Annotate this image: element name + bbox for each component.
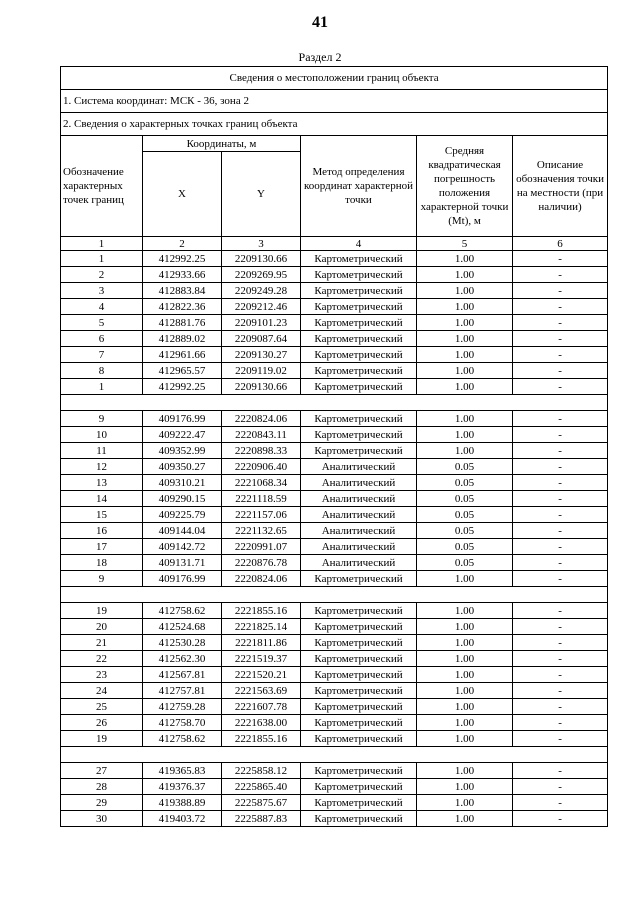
description-cell: - (513, 267, 608, 283)
header-description: Описание обозначения точки на местности (при наличии) (513, 136, 608, 237)
method-cell: Картометрический (301, 635, 417, 651)
empty-cell (222, 587, 301, 603)
method-cell: Картометрический (301, 699, 417, 715)
description-cell: - (513, 651, 608, 667)
table-row (61, 283, 608, 299)
point-id-cell: 6 (61, 331, 143, 347)
error-cell: 1.00 (417, 731, 513, 747)
point-id-cell: 21 (61, 635, 143, 651)
boundary-points-table (60, 66, 608, 827)
point-id-cell: 12 (61, 459, 143, 475)
error-cell: 1.00 (417, 763, 513, 779)
coord-y-cell: 2209130.66 (222, 251, 301, 267)
description-cell: - (513, 715, 608, 731)
method-cell: Картометрический (301, 811, 417, 827)
coord-y-cell: 2209212.46 (222, 299, 301, 315)
table-row (61, 763, 608, 779)
method-cell: Аналитический (301, 555, 417, 571)
coord-y-cell: 2221825.14 (222, 619, 301, 635)
coord-x-cell: 412567.81 (143, 667, 222, 683)
coord-x-cell: 412822.36 (143, 299, 222, 315)
points-section-title: 2. Сведения о характерных точках границ объекта (61, 113, 608, 136)
empty-cell (143, 747, 222, 763)
coord-y-cell: 2221157.06 (222, 507, 301, 523)
table-row (61, 363, 608, 379)
method-cell: Картометрический (301, 795, 417, 811)
description-cell: - (513, 571, 608, 587)
method-cell: Картометрический (301, 363, 417, 379)
coord-y-cell: 2209249.28 (222, 283, 301, 299)
table-row (61, 555, 608, 571)
empty-cell (222, 747, 301, 763)
point-id-cell: 10 (61, 427, 143, 443)
col-number: 4 (301, 237, 417, 251)
coord-y-cell: 2221132.65 (222, 523, 301, 539)
table-row (61, 299, 608, 315)
method-cell: Картометрический (301, 603, 417, 619)
empty-cell (417, 587, 513, 603)
coord-y-cell: 2220898.33 (222, 443, 301, 459)
error-cell: 0.05 (417, 491, 513, 507)
method-cell: Картометрический (301, 427, 417, 443)
description-cell: - (513, 603, 608, 619)
coord-y-cell: 2209269.95 (222, 267, 301, 283)
coord-x-cell: 412883.84 (143, 283, 222, 299)
point-id-cell: 28 (61, 779, 143, 795)
method-cell: Картометрический (301, 379, 417, 395)
coord-y-cell: 2209130.27 (222, 347, 301, 363)
coord-y-cell: 2221520.21 (222, 667, 301, 683)
point-id-cell: 1 (61, 379, 143, 395)
method-cell: Аналитический (301, 491, 417, 507)
coord-y-cell: 2220824.06 (222, 571, 301, 587)
method-cell: Аналитический (301, 523, 417, 539)
table-row (61, 443, 608, 459)
description-cell: - (513, 347, 608, 363)
point-id-cell: 16 (61, 523, 143, 539)
method-cell: Картометрический (301, 347, 417, 363)
table-row (61, 507, 608, 523)
table-row (61, 731, 608, 747)
col-number: 3 (222, 237, 301, 251)
coord-x-cell: 409144.04 (143, 523, 222, 539)
method-cell: Картометрический (301, 411, 417, 427)
point-id-cell: 30 (61, 811, 143, 827)
coord-x-cell: 412881.76 (143, 315, 222, 331)
error-cell: 1.00 (417, 251, 513, 267)
coord-x-cell: 409176.99 (143, 571, 222, 587)
table-row (61, 779, 608, 795)
description-cell: - (513, 331, 608, 347)
description-cell: - (513, 475, 608, 491)
description-cell: - (513, 427, 608, 443)
description-cell: - (513, 443, 608, 459)
description-cell: - (513, 555, 608, 571)
point-id-cell: 14 (61, 491, 143, 507)
error-cell: 1.00 (417, 315, 513, 331)
point-id-cell: 27 (61, 763, 143, 779)
table-row (61, 475, 608, 491)
coord-y-cell: 2209130.66 (222, 379, 301, 395)
empty-cell (61, 395, 143, 411)
error-cell: 0.05 (417, 459, 513, 475)
coord-y-cell: 2221068.34 (222, 475, 301, 491)
point-id-cell: 19 (61, 731, 143, 747)
table-row (61, 683, 608, 699)
point-id-cell: 9 (61, 571, 143, 587)
coord-x-cell: 419376.37 (143, 779, 222, 795)
description-cell: - (513, 251, 608, 267)
point-id-cell: 13 (61, 475, 143, 491)
table-row (61, 635, 608, 651)
method-cell: Картометрический (301, 571, 417, 587)
empty-cell (61, 587, 143, 603)
method-cell: Картометрический (301, 763, 417, 779)
point-id-cell: 22 (61, 651, 143, 667)
description-cell: - (513, 315, 608, 331)
coord-x-cell: 409352.99 (143, 443, 222, 459)
error-cell: 1.00 (417, 443, 513, 459)
point-id-cell: 25 (61, 699, 143, 715)
error-cell: 1.00 (417, 667, 513, 683)
empty-cell (143, 587, 222, 603)
coord-x-cell: 419403.72 (143, 811, 222, 827)
coord-x-cell: 412965.57 (143, 363, 222, 379)
error-cell: 1.00 (417, 651, 513, 667)
empty-cell (513, 587, 608, 603)
error-cell: 1.00 (417, 379, 513, 395)
page-number: 41 (312, 14, 328, 31)
error-cell: 1.00 (417, 603, 513, 619)
error-cell: 1.00 (417, 715, 513, 731)
description-cell: - (513, 283, 608, 299)
error-cell: 1.00 (417, 635, 513, 651)
point-id-cell: 9 (61, 411, 143, 427)
empty-cell (61, 747, 143, 763)
error-cell: 1.00 (417, 811, 513, 827)
description-cell: - (513, 379, 608, 395)
coord-y-cell: 2209119.02 (222, 363, 301, 379)
description-cell: - (513, 523, 608, 539)
coord-y-cell: 2220876.78 (222, 555, 301, 571)
point-id-cell: 20 (61, 619, 143, 635)
coord-x-cell: 412758.62 (143, 603, 222, 619)
empty-cell (301, 395, 417, 411)
point-id-cell: 23 (61, 667, 143, 683)
description-cell: - (513, 299, 608, 315)
method-cell: Картометрический (301, 715, 417, 731)
table-row (61, 459, 608, 475)
header-error: Средняя квадратическая погрешность положения характерной точки (Mt), м (417, 136, 513, 237)
method-cell: Аналитический (301, 459, 417, 475)
coord-x-cell: 409225.79 (143, 507, 222, 523)
coord-x-cell: 412530.28 (143, 635, 222, 651)
coord-y-cell: 2209087.64 (222, 331, 301, 347)
error-cell: 1.00 (417, 283, 513, 299)
col-number: 6 (513, 237, 608, 251)
error-cell: 0.05 (417, 523, 513, 539)
method-cell: Картометрический (301, 267, 417, 283)
separator-row (61, 747, 608, 763)
coord-x-cell: 409131.71 (143, 555, 222, 571)
coord-x-cell: 412961.66 (143, 347, 222, 363)
coord-x-cell: 412758.70 (143, 715, 222, 731)
error-cell: 1.00 (417, 267, 513, 283)
coord-y-cell: 2221638.00 (222, 715, 301, 731)
method-cell: Картометрический (301, 251, 417, 267)
description-cell: - (513, 539, 608, 555)
method-cell: Картометрический (301, 443, 417, 459)
description-cell: - (513, 731, 608, 747)
coordinate-system: 1. Система координат: МСК - 36, зона 2 (61, 90, 608, 113)
header-coordinates: Координаты, м (143, 136, 301, 152)
coord-x-cell: 412992.25 (143, 251, 222, 267)
error-cell: 1.00 (417, 619, 513, 635)
point-id-cell: 29 (61, 795, 143, 811)
header-y: Y (222, 152, 301, 237)
empty-cell (513, 395, 608, 411)
table-row (61, 811, 608, 827)
table-row (61, 651, 608, 667)
coord-x-cell: 409222.47 (143, 427, 222, 443)
separator-row (61, 395, 608, 411)
table-row (61, 427, 608, 443)
coord-y-cell: 2221607.78 (222, 699, 301, 715)
coord-y-cell: 2225887.83 (222, 811, 301, 827)
separator-row (61, 587, 608, 603)
empty-cell (417, 395, 513, 411)
method-cell: Аналитический (301, 475, 417, 491)
point-id-cell: 17 (61, 539, 143, 555)
coord-y-cell: 2221519.37 (222, 651, 301, 667)
point-id-cell: 4 (61, 299, 143, 315)
coord-x-cell: 412562.30 (143, 651, 222, 667)
error-cell: 1.00 (417, 299, 513, 315)
method-cell: Картометрический (301, 731, 417, 747)
col-number: 2 (143, 237, 222, 251)
description-cell: - (513, 779, 608, 795)
point-id-cell: 26 (61, 715, 143, 731)
table-row (61, 667, 608, 683)
error-cell: 1.00 (417, 683, 513, 699)
point-id-cell: 11 (61, 443, 143, 459)
coord-x-cell: 409310.21 (143, 475, 222, 491)
error-cell: 1.00 (417, 331, 513, 347)
table-row (61, 411, 608, 427)
coord-y-cell: 2221855.16 (222, 603, 301, 619)
coord-y-cell: 2220906.40 (222, 459, 301, 475)
error-cell: 1.00 (417, 411, 513, 427)
error-cell: 1.00 (417, 363, 513, 379)
description-cell: - (513, 507, 608, 523)
coord-x-cell: 412933.66 (143, 267, 222, 283)
table-row (61, 571, 608, 587)
description-cell: - (513, 763, 608, 779)
point-id-cell: 15 (61, 507, 143, 523)
header-x: X (143, 152, 222, 237)
table-row (61, 715, 608, 731)
coord-y-cell: 2221118.59 (222, 491, 301, 507)
description-cell: - (513, 491, 608, 507)
description-cell: - (513, 363, 608, 379)
coord-x-cell: 419365.83 (143, 763, 222, 779)
coord-y-cell: 2220991.07 (222, 539, 301, 555)
table-row (61, 603, 608, 619)
coord-y-cell: 2209101.23 (222, 315, 301, 331)
coord-y-cell: 2221563.69 (222, 683, 301, 699)
error-cell: 0.05 (417, 507, 513, 523)
error-cell: 1.00 (417, 779, 513, 795)
coord-x-cell: 409142.72 (143, 539, 222, 555)
header-method: Метод определения координат характерной точки (301, 136, 417, 237)
table-row (61, 795, 608, 811)
error-cell: 0.05 (417, 539, 513, 555)
coord-y-cell: 2225865.40 (222, 779, 301, 795)
table-row (61, 251, 608, 267)
method-cell: Картометрический (301, 651, 417, 667)
table-row (61, 315, 608, 331)
coord-y-cell: 2221811.86 (222, 635, 301, 651)
method-cell: Аналитический (301, 507, 417, 523)
error-cell: 0.05 (417, 475, 513, 491)
table-row (61, 379, 608, 395)
section-title: Раздел 2 (298, 50, 342, 64)
table-row (61, 267, 608, 283)
method-cell: Картометрический (301, 299, 417, 315)
point-id-cell: 24 (61, 683, 143, 699)
description-cell: - (513, 795, 608, 811)
coord-y-cell: 2220824.06 (222, 411, 301, 427)
empty-cell (417, 747, 513, 763)
empty-cell (143, 395, 222, 411)
coord-x-cell: 409176.99 (143, 411, 222, 427)
description-cell: - (513, 667, 608, 683)
header-designation: Обозначение характерных точек границ (61, 136, 143, 237)
description-cell: - (513, 459, 608, 475)
coord-y-cell: 2220843.11 (222, 427, 301, 443)
coord-x-cell: 412758.62 (143, 731, 222, 747)
point-id-cell: 8 (61, 363, 143, 379)
coord-y-cell: 2225858.12 (222, 763, 301, 779)
method-cell: Картометрический (301, 331, 417, 347)
description-cell: - (513, 683, 608, 699)
table-row (61, 491, 608, 507)
col-number: 5 (417, 237, 513, 251)
method-cell: Картометрический (301, 283, 417, 299)
coord-x-cell: 412759.28 (143, 699, 222, 715)
point-id-cell: 2 (61, 267, 143, 283)
method-cell: Картометрический (301, 683, 417, 699)
method-cell: Картометрический (301, 619, 417, 635)
empty-cell (301, 747, 417, 763)
column-number-row (61, 237, 608, 251)
coord-x-cell: 412524.68 (143, 619, 222, 635)
table-row (61, 699, 608, 715)
empty-cell (222, 395, 301, 411)
coord-x-cell: 409350.27 (143, 459, 222, 475)
table-row (61, 523, 608, 539)
description-cell: - (513, 619, 608, 635)
error-cell: 1.00 (417, 571, 513, 587)
coord-x-cell: 412992.25 (143, 379, 222, 395)
error-cell: 1.00 (417, 427, 513, 443)
coord-x-cell: 412889.02 (143, 331, 222, 347)
point-id-cell: 1 (61, 251, 143, 267)
table-row (61, 347, 608, 363)
table-row (61, 331, 608, 347)
error-cell: 1.00 (417, 795, 513, 811)
coord-x-cell: 419388.89 (143, 795, 222, 811)
coord-x-cell: 412757.81 (143, 683, 222, 699)
description-cell: - (513, 811, 608, 827)
coord-y-cell: 2225875.67 (222, 795, 301, 811)
point-id-cell: 3 (61, 283, 143, 299)
error-cell: 1.00 (417, 347, 513, 363)
table-title: Сведения о местоположении границ объекта (61, 67, 608, 90)
method-cell: Картометрический (301, 667, 417, 683)
description-cell: - (513, 635, 608, 651)
error-cell: 1.00 (417, 699, 513, 715)
coord-x-cell: 409290.15 (143, 491, 222, 507)
description-cell: - (513, 411, 608, 427)
table-row (61, 539, 608, 555)
method-cell: Аналитический (301, 539, 417, 555)
point-id-cell: 19 (61, 603, 143, 619)
empty-cell (513, 747, 608, 763)
point-id-cell: 7 (61, 347, 143, 363)
col-number: 1 (61, 237, 143, 251)
error-cell: 0.05 (417, 555, 513, 571)
point-id-cell: 5 (61, 315, 143, 331)
description-cell: - (513, 699, 608, 715)
table-row (61, 619, 608, 635)
table-body (61, 251, 608, 827)
coord-y-cell: 2221855.16 (222, 731, 301, 747)
method-cell: Картометрический (301, 315, 417, 331)
point-id-cell: 18 (61, 555, 143, 571)
empty-cell (301, 587, 417, 603)
method-cell: Картометрический (301, 779, 417, 795)
